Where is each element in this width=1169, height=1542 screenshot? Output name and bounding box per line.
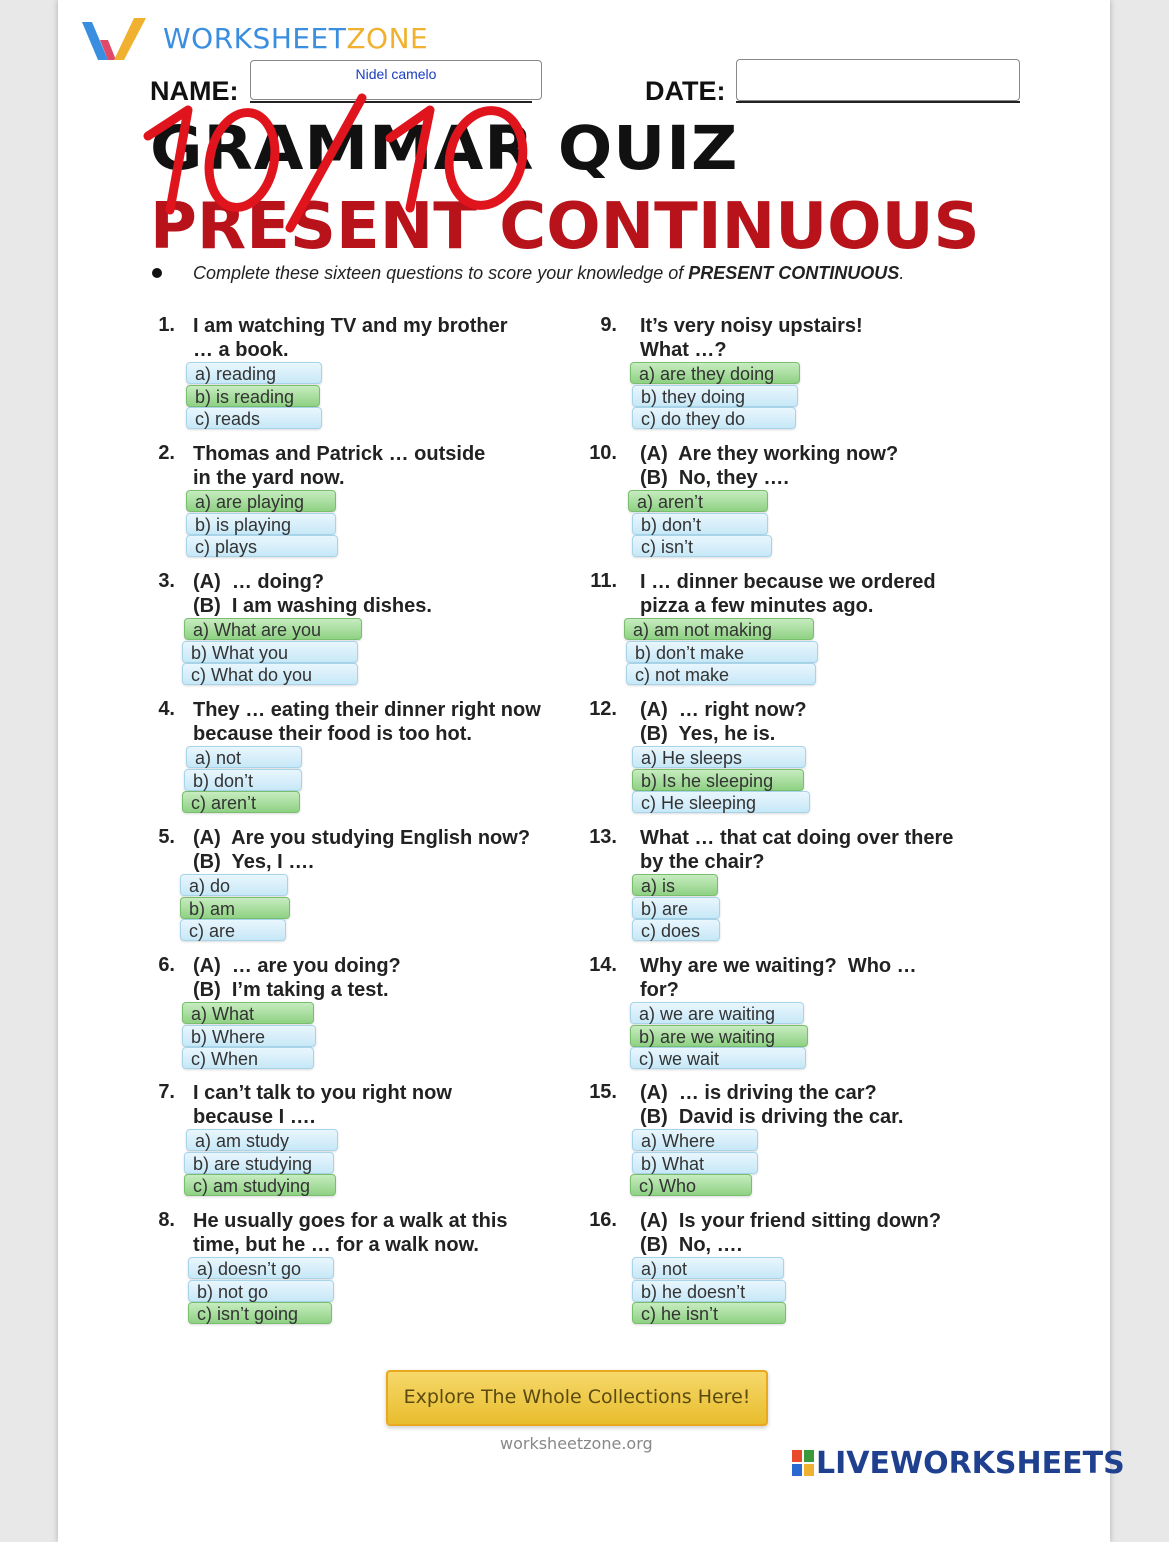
question-text: (A) … are you doing? (B) I’m taking a test. xyxy=(193,955,401,1001)
answer-option[interactable]: c) do they do xyxy=(632,407,796,429)
answer-option[interactable]: b) Where xyxy=(182,1025,316,1047)
answer-option[interactable]: b) not go xyxy=(188,1280,334,1302)
answer-option[interactable]: a) aren’t xyxy=(628,490,768,512)
answer-option[interactable]: c) plays xyxy=(186,535,338,557)
question-number: 16. xyxy=(589,1209,617,1231)
answer-option[interactable]: c) When xyxy=(182,1047,314,1069)
question-number: 3. xyxy=(158,570,175,592)
answer-option[interactable]: b) he doesn’t xyxy=(632,1280,786,1302)
footer-url[interactable]: worksheetzone.org xyxy=(500,1434,653,1453)
answer-option[interactable]: a) He sleeps xyxy=(632,746,806,768)
answer-option[interactable]: c) not make xyxy=(626,663,816,685)
question-text: (A) Is your friend sitting down? (B) No, …. xyxy=(640,1210,942,1256)
name-label: NAME: xyxy=(150,76,239,106)
answer-option[interactable]: c) he isn’t xyxy=(632,1302,786,1324)
worksheetzone-logo-icon xyxy=(78,14,152,68)
answer-option[interactable]: a) reading xyxy=(186,362,322,384)
question-text: I am watching TV and my brother … a book. xyxy=(193,315,508,361)
explore-collections-button[interactable]: Explore The Whole Collections Here! xyxy=(386,1370,768,1426)
date-label: DATE: xyxy=(645,76,726,106)
answer-option[interactable]: c) He sleeping xyxy=(632,791,810,813)
answer-option[interactable]: b) are studying xyxy=(184,1152,334,1174)
answer-option[interactable]: a) am study xyxy=(186,1129,338,1151)
answer-option[interactable]: b) are we waiting xyxy=(630,1025,808,1047)
liveworksheets-logo: LIVEWORKSHEETS xyxy=(792,1446,1125,1481)
answer-option[interactable]: a) are they doing xyxy=(630,362,800,384)
answer-option[interactable]: c) Who xyxy=(630,1174,752,1196)
answer-option[interactable]: b) don’t xyxy=(632,513,768,535)
answer-option[interactable]: a) we are waiting xyxy=(630,1002,804,1024)
quiz-title: GRAMMAR QUIZ xyxy=(150,113,739,185)
question-number: 11. xyxy=(590,570,617,592)
answer-option[interactable]: b) am xyxy=(180,897,290,919)
answer-option[interactable]: a) doesn’t go xyxy=(188,1257,334,1279)
answer-option[interactable]: a) not xyxy=(186,746,302,768)
answer-option[interactable]: a) not xyxy=(632,1257,784,1279)
answer-option[interactable]: b) Is he sleeping xyxy=(632,769,804,791)
answer-option[interactable]: c) isn’t going xyxy=(188,1302,332,1324)
answer-option[interactable]: b) is reading xyxy=(186,385,320,407)
answer-option[interactable]: c) we wait xyxy=(630,1047,806,1069)
question-number: 10. xyxy=(589,442,617,464)
answer-option[interactable]: a) is xyxy=(632,874,718,896)
answer-option[interactable]: c) are xyxy=(180,919,286,941)
question-text: I can’t talk to you right now because I …. xyxy=(193,1082,452,1128)
liveworksheets-icon xyxy=(792,1450,814,1476)
question-text: (A) … is driving the car? (B) David is driving the car. xyxy=(640,1082,904,1128)
answer-option[interactable]: a) am not making xyxy=(624,618,814,640)
answer-option[interactable]: b) don’t make xyxy=(626,641,818,663)
answer-option[interactable]: a) What xyxy=(182,1002,314,1024)
question-number: 9. xyxy=(600,314,617,336)
question-number: 6. xyxy=(158,954,175,976)
question-number: 5. xyxy=(158,826,175,848)
name-input[interactable]: Nidel camelo xyxy=(250,60,542,100)
answer-option[interactable]: c) does xyxy=(632,919,720,941)
grade-annotation xyxy=(140,88,560,238)
question-text: Thomas and Patrick … outside in the yard now. xyxy=(193,443,486,489)
question-number: 4. xyxy=(158,698,175,720)
answer-option[interactable]: a) are playing xyxy=(186,490,336,512)
question-number: 12. xyxy=(589,698,617,720)
question-number: 14. xyxy=(589,954,617,976)
answer-option[interactable]: b) are xyxy=(632,897,720,919)
answer-option[interactable]: c) aren’t xyxy=(182,791,300,813)
answer-option[interactable]: c) am studying xyxy=(184,1174,336,1196)
question-number: 1. xyxy=(158,314,175,336)
bullet-icon xyxy=(152,268,162,278)
question-number: 15. xyxy=(589,1081,617,1103)
question-text: (A) Are they working now? (B) No, they …. xyxy=(640,443,899,489)
question-text: They … eating their dinner right now because their food is too hot. xyxy=(193,699,541,745)
answer-option[interactable]: b) they doing xyxy=(632,385,798,407)
question-number: 8. xyxy=(158,1209,175,1231)
question-number: 2. xyxy=(158,442,175,464)
question-text: I … dinner because we ordered pizza a few minutes ago. xyxy=(640,571,936,617)
answer-option[interactable]: a) do xyxy=(180,874,288,896)
answer-option[interactable]: c) reads xyxy=(186,407,322,429)
answer-option[interactable]: b) is playing xyxy=(186,513,336,535)
question-number: 13. xyxy=(589,826,617,848)
instructions: Complete these sixteen questions to score your knowledge of PRESENT CONTINUOUS. xyxy=(193,263,905,283)
question-text: What … that cat doing over there by the chair? xyxy=(640,827,954,873)
question-text: (A) … right now? (B) Yes, he is. xyxy=(640,699,807,745)
answer-option[interactable]: b) don’t xyxy=(184,769,302,791)
answer-option[interactable]: c) What do you xyxy=(182,663,358,685)
answer-option[interactable]: a) What are you xyxy=(184,618,362,640)
question-number: 7. xyxy=(158,1081,175,1103)
answer-option[interactable]: c) isn’t xyxy=(632,535,772,557)
question-text: He usually goes for a walk at this time, but he … for a walk now. xyxy=(193,1210,508,1256)
quiz-subtitle: PRESENT CONTINUOUS xyxy=(150,190,980,264)
question-text: (A) … doing? (B) I am washing dishes. xyxy=(193,571,432,617)
answer-option[interactable]: a) Where xyxy=(632,1129,758,1151)
answer-option[interactable]: b) What xyxy=(632,1152,758,1174)
answer-option[interactable]: b) What you xyxy=(182,641,358,663)
question-text: It’s very noisy upstairs! What …? xyxy=(640,315,863,361)
brand-name: WORKSHEETZONE xyxy=(163,22,429,55)
question-text: (A) Are you studying English now? (B) Yes, I …. xyxy=(193,827,531,873)
date-input[interactable] xyxy=(736,59,1020,101)
question-text: Why are we waiting? Who … for? xyxy=(640,955,917,1001)
